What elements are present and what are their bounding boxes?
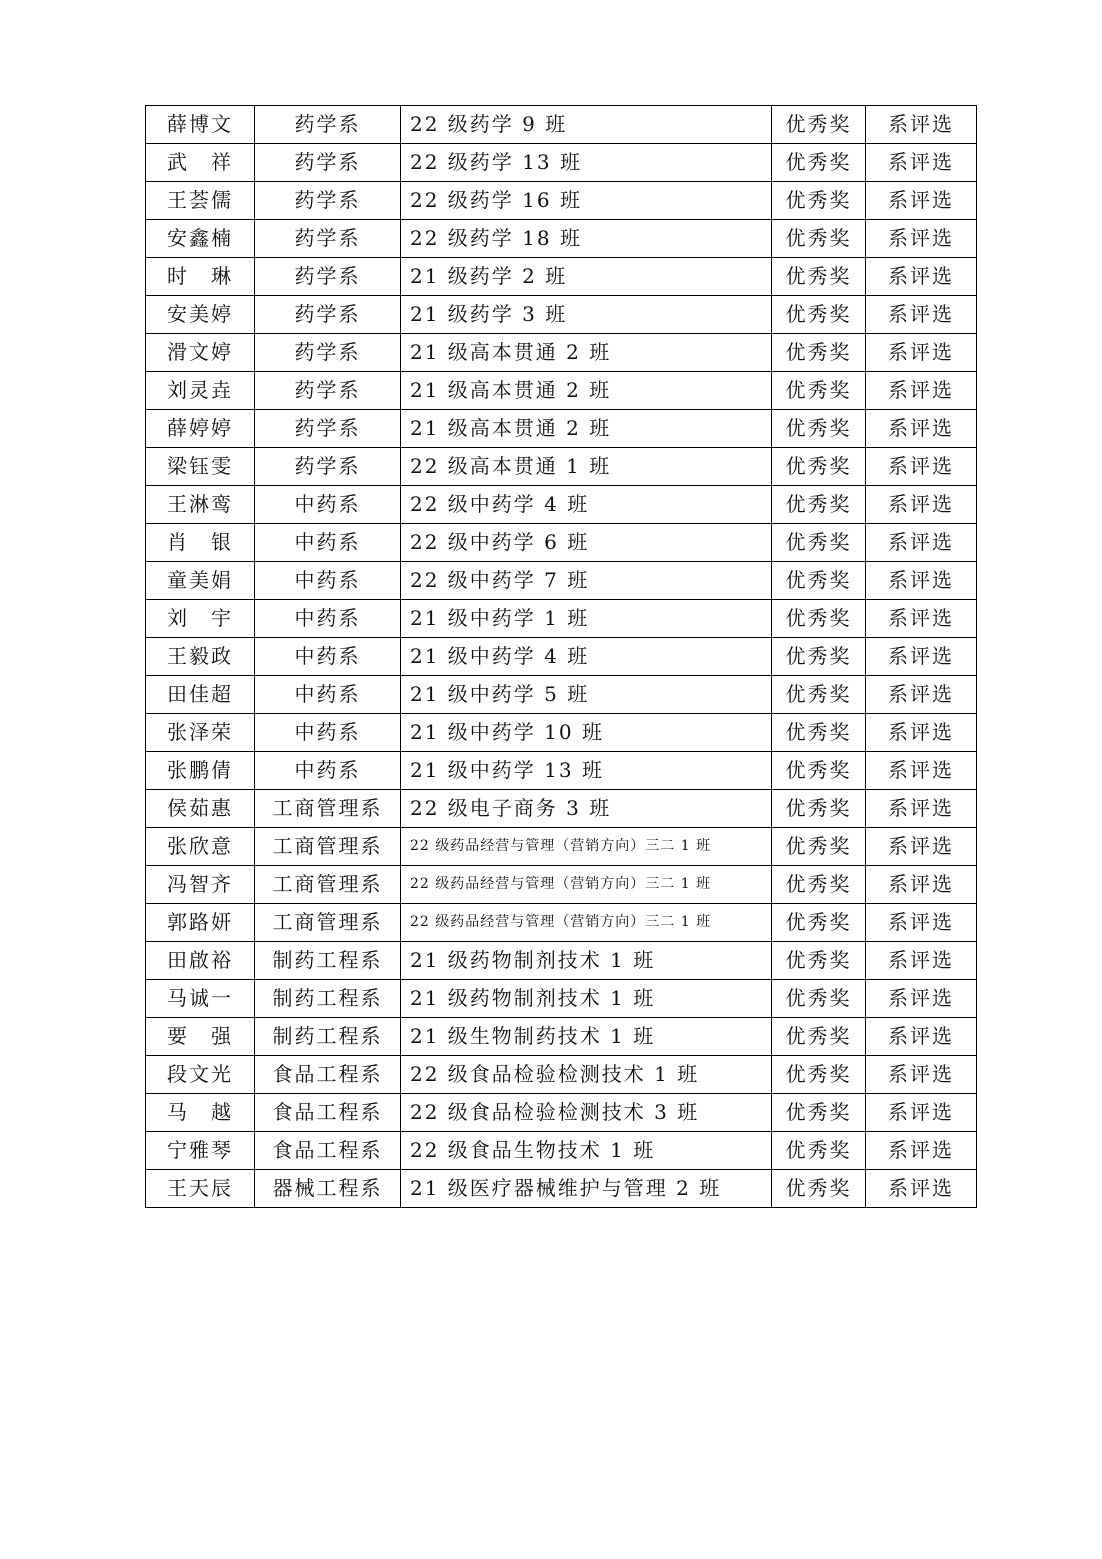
award-cell: 优秀奖 [772, 1094, 866, 1132]
selection-method-cell: 系评选 [866, 1056, 977, 1094]
student-name-cell: 马 越 [146, 1094, 255, 1132]
selection-method-cell: 系评选 [866, 144, 977, 182]
selection-method-cell: 系评选 [866, 714, 977, 752]
award-cell: 优秀奖 [772, 1018, 866, 1056]
award-cell: 优秀奖 [772, 790, 866, 828]
award-cell: 优秀奖 [772, 1132, 866, 1170]
department-cell: 中药系 [255, 562, 401, 600]
table-row [146, 448, 977, 486]
department-cell: 药学系 [255, 258, 401, 296]
selection-method-cell: 系评选 [866, 980, 977, 1018]
student-name-cell: 薛婷婷 [146, 410, 255, 448]
department-cell: 中药系 [255, 486, 401, 524]
award-list-table [145, 105, 977, 1208]
class-cell: 21 级中药学 5 班 [401, 676, 772, 714]
table-row [146, 828, 977, 866]
table-row [146, 1094, 977, 1132]
student-name-cell: 张泽荣 [146, 714, 255, 752]
department-cell: 食品工程系 [255, 1056, 401, 1094]
student-name-cell: 冯智齐 [146, 866, 255, 904]
class-cell: 21 级中药学 1 班 [401, 600, 772, 638]
table-row [146, 790, 977, 828]
selection-method-cell: 系评选 [866, 524, 977, 562]
award-cell: 优秀奖 [772, 600, 866, 638]
selection-method-cell: 系评选 [866, 334, 977, 372]
department-cell: 药学系 [255, 448, 401, 486]
award-cell: 优秀奖 [772, 372, 866, 410]
award-cell: 优秀奖 [772, 904, 866, 942]
class-cell: 21 级药学 3 班 [401, 296, 772, 334]
selection-method-cell: 系评选 [866, 638, 977, 676]
selection-method-cell: 系评选 [866, 676, 977, 714]
table-row [146, 676, 977, 714]
award-cell: 优秀奖 [772, 714, 866, 752]
class-cell: 22 级药学 13 班 [401, 144, 772, 182]
student-name-cell: 郭路妍 [146, 904, 255, 942]
table-row [146, 220, 977, 258]
selection-method-cell: 系评选 [866, 106, 977, 144]
award-cell: 优秀奖 [772, 980, 866, 1018]
class-cell: 21 级中药学 10 班 [401, 714, 772, 752]
student-name-cell: 薛博文 [146, 106, 255, 144]
table-row [146, 372, 977, 410]
department-cell: 中药系 [255, 714, 401, 752]
class-cell: 22 级中药学 4 班 [401, 486, 772, 524]
class-cell: 22 级药品经营与管理（营销方向）三二 1 班 [401, 866, 772, 904]
table-row [146, 296, 977, 334]
student-name-cell: 侯茹惠 [146, 790, 255, 828]
department-cell: 药学系 [255, 410, 401, 448]
class-cell: 22 级食品检验检测技术 1 班 [401, 1056, 772, 1094]
class-cell: 21 级药物制剂技术 1 班 [401, 980, 772, 1018]
table-row [146, 638, 977, 676]
student-name-cell: 田佳超 [146, 676, 255, 714]
class-cell: 21 级高本贯通 2 班 [401, 334, 772, 372]
selection-method-cell: 系评选 [866, 562, 977, 600]
table-row [146, 752, 977, 790]
selection-method-cell: 系评选 [866, 1170, 977, 1208]
award-cell: 优秀奖 [772, 1056, 866, 1094]
award-cell: 优秀奖 [772, 866, 866, 904]
department-cell: 制药工程系 [255, 980, 401, 1018]
award-cell: 优秀奖 [772, 144, 866, 182]
award-cell: 优秀奖 [772, 638, 866, 676]
student-name-cell: 王荟儒 [146, 182, 255, 220]
table-row [146, 866, 977, 904]
class-cell: 22 级电子商务 3 班 [401, 790, 772, 828]
table-row [146, 486, 977, 524]
department-cell: 中药系 [255, 676, 401, 714]
student-name-cell: 童美娟 [146, 562, 255, 600]
table-row [146, 1170, 977, 1208]
student-name-cell: 刘 宇 [146, 600, 255, 638]
department-cell: 工商管理系 [255, 904, 401, 942]
student-name-cell: 张欣意 [146, 828, 255, 866]
department-cell: 药学系 [255, 296, 401, 334]
department-cell: 药学系 [255, 106, 401, 144]
class-cell: 22 级食品检验检测技术 3 班 [401, 1094, 772, 1132]
class-cell: 22 级高本贯通 1 班 [401, 448, 772, 486]
table-row [146, 334, 977, 372]
selection-method-cell: 系评选 [866, 828, 977, 866]
department-cell: 药学系 [255, 334, 401, 372]
student-name-cell: 梁钰雯 [146, 448, 255, 486]
student-name-cell: 安美婷 [146, 296, 255, 334]
department-cell: 中药系 [255, 600, 401, 638]
table-row [146, 1056, 977, 1094]
class-cell: 21 级生物制药技术 1 班 [401, 1018, 772, 1056]
award-cell: 优秀奖 [772, 220, 866, 258]
class-cell: 21 级高本贯通 2 班 [401, 410, 772, 448]
selection-method-cell: 系评选 [866, 600, 977, 638]
award-cell: 优秀奖 [772, 410, 866, 448]
student-name-cell: 肖 银 [146, 524, 255, 562]
award-cell: 优秀奖 [772, 296, 866, 334]
student-name-cell: 安鑫楠 [146, 220, 255, 258]
student-name-cell: 张鹏倩 [146, 752, 255, 790]
student-name-cell: 段文光 [146, 1056, 255, 1094]
class-cell: 21 级医疗器械维护与管理 2 班 [401, 1170, 772, 1208]
class-cell: 21 级高本贯通 2 班 [401, 372, 772, 410]
award-list-body [146, 106, 977, 1208]
department-cell: 食品工程系 [255, 1094, 401, 1132]
table-row [146, 1018, 977, 1056]
award-cell: 优秀奖 [772, 106, 866, 144]
table-row [146, 144, 977, 182]
class-cell: 22 级药品经营与管理（营销方向）三二 1 班 [401, 828, 772, 866]
table-row [146, 904, 977, 942]
selection-method-cell: 系评选 [866, 866, 977, 904]
award-cell: 优秀奖 [772, 752, 866, 790]
award-cell: 优秀奖 [772, 334, 866, 372]
table-row [146, 600, 977, 638]
department-cell: 器械工程系 [255, 1170, 401, 1208]
table-row [146, 562, 977, 600]
student-name-cell: 宁雅琴 [146, 1132, 255, 1170]
award-cell: 优秀奖 [772, 942, 866, 980]
student-name-cell: 王天辰 [146, 1170, 255, 1208]
selection-method-cell: 系评选 [866, 1094, 977, 1132]
award-cell: 优秀奖 [772, 524, 866, 562]
table-row [146, 1132, 977, 1170]
table-row [146, 524, 977, 562]
table-row [146, 258, 977, 296]
department-cell: 中药系 [255, 638, 401, 676]
selection-method-cell: 系评选 [866, 790, 977, 828]
selection-method-cell: 系评选 [866, 296, 977, 334]
student-name-cell: 田啟裕 [146, 942, 255, 980]
selection-method-cell: 系评选 [866, 942, 977, 980]
student-name-cell: 武 祥 [146, 144, 255, 182]
selection-method-cell: 系评选 [866, 1132, 977, 1170]
class-cell: 21 级药学 2 班 [401, 258, 772, 296]
department-cell: 食品工程系 [255, 1132, 401, 1170]
table-row [146, 980, 977, 1018]
class-cell: 22 级药品经营与管理（营销方向）三二 1 班 [401, 904, 772, 942]
class-cell: 22 级中药学 6 班 [401, 524, 772, 562]
selection-method-cell: 系评选 [866, 904, 977, 942]
award-cell: 优秀奖 [772, 258, 866, 296]
selection-method-cell: 系评选 [866, 752, 977, 790]
student-name-cell: 刘灵垚 [146, 372, 255, 410]
student-name-cell: 王淋鸾 [146, 486, 255, 524]
selection-method-cell: 系评选 [866, 410, 977, 448]
student-name-cell: 要 强 [146, 1018, 255, 1056]
student-name-cell: 王毅政 [146, 638, 255, 676]
selection-method-cell: 系评选 [866, 486, 977, 524]
table-row [146, 942, 977, 980]
award-cell: 优秀奖 [772, 182, 866, 220]
award-cell: 优秀奖 [772, 828, 866, 866]
class-cell: 22 级药学 16 班 [401, 182, 772, 220]
class-cell: 22 级食品生物技术 1 班 [401, 1132, 772, 1170]
award-cell: 优秀奖 [772, 486, 866, 524]
class-cell: 21 级中药学 4 班 [401, 638, 772, 676]
selection-method-cell: 系评选 [866, 220, 977, 258]
selection-method-cell: 系评选 [866, 448, 977, 486]
department-cell: 工商管理系 [255, 866, 401, 904]
table-row [146, 714, 977, 752]
table-row [146, 410, 977, 448]
table-row [146, 182, 977, 220]
class-cell: 22 级药学 9 班 [401, 106, 772, 144]
student-name-cell: 时 琳 [146, 258, 255, 296]
department-cell: 药学系 [255, 182, 401, 220]
class-cell: 21 级药物制剂技术 1 班 [401, 942, 772, 980]
selection-method-cell: 系评选 [866, 1018, 977, 1056]
award-cell: 优秀奖 [772, 1170, 866, 1208]
award-cell: 优秀奖 [772, 676, 866, 714]
class-cell: 21 级中药学 13 班 [401, 752, 772, 790]
department-cell: 工商管理系 [255, 828, 401, 866]
award-cell: 优秀奖 [772, 448, 866, 486]
table-row [146, 106, 977, 144]
award-cell: 优秀奖 [772, 562, 866, 600]
department-cell: 制药工程系 [255, 942, 401, 980]
student-name-cell: 马诚一 [146, 980, 255, 1018]
department-cell: 工商管理系 [255, 790, 401, 828]
selection-method-cell: 系评选 [866, 372, 977, 410]
student-name-cell: 滑文婷 [146, 334, 255, 372]
selection-method-cell: 系评选 [866, 258, 977, 296]
department-cell: 中药系 [255, 752, 401, 790]
department-cell: 制药工程系 [255, 1018, 401, 1056]
class-cell: 22 级中药学 7 班 [401, 562, 772, 600]
department-cell: 药学系 [255, 220, 401, 258]
department-cell: 药学系 [255, 372, 401, 410]
department-cell: 药学系 [255, 144, 401, 182]
selection-method-cell: 系评选 [866, 182, 977, 220]
class-cell: 22 级药学 18 班 [401, 220, 772, 258]
department-cell: 中药系 [255, 524, 401, 562]
